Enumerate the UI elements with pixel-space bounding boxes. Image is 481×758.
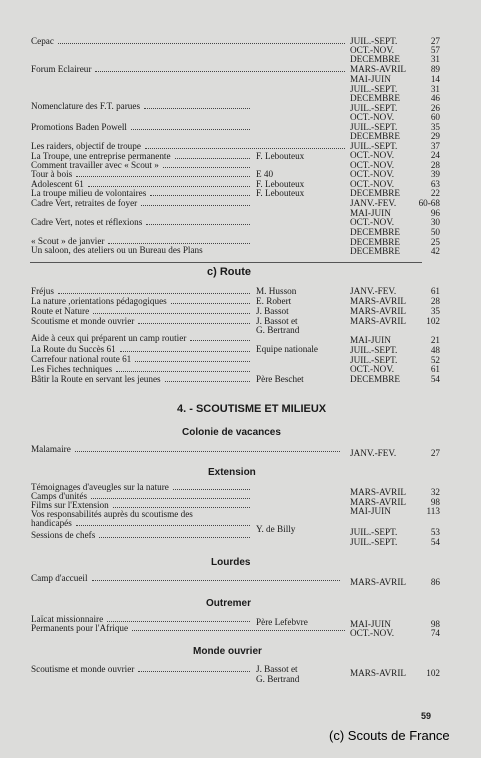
dot-leader bbox=[138, 665, 250, 672]
dot-leader bbox=[138, 317, 250, 324]
entry-period: OCT.-NOV. bbox=[350, 112, 395, 122]
entry-author: Equipe nationale bbox=[256, 344, 318, 354]
entry-page-number: 39 bbox=[430, 169, 440, 179]
entry-author: F. Lebouteux bbox=[256, 179, 305, 189]
entry-period: MAI-JUIN bbox=[350, 506, 391, 516]
dot-leader bbox=[113, 501, 250, 508]
entry-author: J. Bassot et bbox=[256, 664, 298, 674]
entry-page-number: 35 bbox=[430, 122, 440, 132]
entry-title: Comment travailler avec « Scout » bbox=[31, 160, 159, 170]
entry-period: OCT.-NOV. bbox=[350, 217, 395, 227]
entry-page-number: 30 bbox=[430, 217, 440, 227]
entry-title: « Scout » de janvier bbox=[31, 236, 105, 246]
dot-leader bbox=[173, 483, 250, 490]
entry-title: handicapés bbox=[31, 518, 72, 528]
entry-page-number: 27 bbox=[430, 448, 440, 458]
entry-period: JUIL.-SEPT. bbox=[350, 527, 398, 537]
dot-leader bbox=[95, 65, 345, 72]
entry-title: Carrefour national route 61 bbox=[31, 354, 132, 364]
dot-leader bbox=[120, 345, 250, 352]
entry-page-number: 22 bbox=[430, 188, 440, 198]
entry-page-number: 14 bbox=[430, 74, 440, 84]
entry-period: MARS-AVRIL bbox=[350, 487, 406, 497]
entry-title: Route et Nature bbox=[31, 306, 90, 316]
entry-page-number: 98 bbox=[430, 619, 440, 629]
entry-period: DECEMBRE bbox=[350, 227, 401, 237]
entry-page-number: 54 bbox=[430, 374, 440, 384]
entry-author: E 40 bbox=[256, 169, 274, 179]
entry-page-number: 52 bbox=[430, 355, 440, 365]
entry-page-number: 61 bbox=[430, 286, 440, 296]
entry-period: OCT.-NOV. bbox=[350, 179, 395, 189]
entry-page-number: 24 bbox=[430, 150, 440, 160]
entry-period: DECEMBRE bbox=[350, 374, 401, 384]
dot-leader bbox=[99, 531, 250, 538]
entry-page-number: 27 bbox=[430, 36, 440, 46]
subsection-heading: Monde ouvrier bbox=[193, 646, 262, 657]
entry-title: Cadre Vert, notes et réflexions bbox=[31, 217, 143, 227]
entry-title: Adolescent 61 bbox=[31, 179, 84, 189]
dot-leader bbox=[107, 615, 250, 622]
subsection-heading: Extension bbox=[208, 467, 256, 478]
entry-period: JANV.-FEV. bbox=[350, 286, 397, 296]
entry-period: MARS-AVRIL bbox=[350, 316, 406, 326]
dot-leader bbox=[75, 445, 340, 452]
entry-period: JUIL.-SEPT. bbox=[350, 122, 398, 132]
dot-leader bbox=[58, 287, 250, 294]
entry-author: J. Bassot et bbox=[256, 316, 298, 326]
entry-title: La troupe milieu de volontaires bbox=[31, 188, 147, 198]
dot-leader bbox=[58, 37, 345, 44]
dot-leader bbox=[93, 307, 250, 314]
dot-leader bbox=[116, 365, 250, 372]
entry-page-number: 46 bbox=[430, 93, 440, 103]
entry-author: M. Husson bbox=[256, 286, 297, 296]
entry-title: Cepac bbox=[31, 36, 54, 46]
entry-period: MARS-AVRIL bbox=[350, 296, 406, 306]
entry-title: Bâtir la Route en servant les jeunes bbox=[31, 374, 161, 384]
entry-period: MAI-JUIN bbox=[350, 74, 391, 84]
entry-page-number: 57 bbox=[430, 45, 440, 55]
entry-author: F. Lebouteux bbox=[256, 151, 305, 161]
entry-page-number: 31 bbox=[430, 84, 440, 94]
entry-page-number: 102 bbox=[426, 316, 440, 326]
entry-page-number: 102 bbox=[426, 668, 440, 678]
entry-author: Y. de Billy bbox=[256, 524, 296, 534]
subsection-heading: Colonie de vacances bbox=[182, 427, 281, 438]
entry-title: Scoutisme et monde ouvrier bbox=[31, 316, 135, 326]
entry-period: MAI-JUIN bbox=[350, 335, 391, 345]
entry-title: Les raiders, objectif de troupe bbox=[31, 141, 141, 151]
entry-period: OCT.-NOV. bbox=[350, 364, 395, 374]
entry-page-number: 26 bbox=[430, 103, 440, 113]
entry-period: JUIL.-SEPT. bbox=[350, 141, 398, 151]
entry-period: JUIL.-SEPT. bbox=[350, 103, 398, 113]
entry-period: DECEMBRE bbox=[350, 131, 401, 141]
entry-period: JANV.-FEV. bbox=[350, 448, 397, 458]
dot-leader bbox=[132, 624, 345, 631]
entry-period: DECEMBRE bbox=[350, 54, 401, 64]
entry-page-number: 98 bbox=[430, 497, 440, 507]
entry-title: Scoutisme et monde ouvrier bbox=[31, 664, 135, 674]
dot-leader bbox=[146, 218, 250, 225]
entry-period: JUIL.-SEPT. bbox=[350, 345, 398, 355]
entry-page-number: 35 bbox=[430, 306, 440, 316]
entry-period: JUIL.-SEPT. bbox=[350, 36, 398, 46]
dot-leader bbox=[131, 123, 250, 130]
entry-period: OCT.-NOV. bbox=[350, 628, 395, 638]
entry-period: DECEMBRE bbox=[350, 237, 401, 247]
entry-page-number: 31 bbox=[430, 54, 440, 64]
entry-period: MARS-AVRIL bbox=[350, 306, 406, 316]
entry-title: Camp d'accueil bbox=[31, 573, 88, 583]
dot-leader bbox=[145, 142, 345, 149]
dot-leader bbox=[150, 189, 250, 196]
entry-period: MARS-AVRIL bbox=[350, 64, 406, 74]
entry-page-number: 89 bbox=[430, 64, 440, 74]
entry-period: JUIL.-SEPT. bbox=[350, 84, 398, 94]
entry-title: Un saloon, des ateliers ou un Bureau des Plans bbox=[31, 245, 203, 255]
subsection-heading: Lourdes bbox=[211, 557, 251, 568]
entry-period: DECEMBRE bbox=[350, 188, 401, 198]
entry-period: MARS-AVRIL bbox=[350, 668, 406, 678]
entry-title: Cadre Vert, retraites de foyer bbox=[31, 198, 138, 208]
entry-title: Forum Eclaireur bbox=[31, 64, 92, 74]
entry-period: OCT.-NOV. bbox=[350, 45, 395, 55]
entry-page-number: 61 bbox=[430, 364, 440, 374]
entry-title: Vos responsabilités auprès du scoutisme des bbox=[31, 509, 193, 519]
entry-period: OCT.-NOV. bbox=[350, 160, 395, 170]
entry-author: E. Robert bbox=[256, 296, 292, 306]
entry-title: Permanents pour l'Afrique bbox=[31, 623, 129, 633]
entry-author: F. Lebouteux bbox=[256, 188, 305, 198]
entry-page-number: 86 bbox=[430, 577, 440, 587]
dot-leader bbox=[135, 355, 250, 362]
dot-leader bbox=[76, 519, 250, 526]
entry-title: Films sur l'Extension bbox=[31, 500, 109, 510]
entry-page-number: 28 bbox=[430, 160, 440, 170]
entry-page-number: 60-68 bbox=[418, 198, 440, 208]
dot-leader bbox=[165, 375, 250, 382]
entry-page-number: 32 bbox=[430, 487, 440, 497]
entry-period: JUIL.-SEPT. bbox=[350, 355, 398, 365]
entry-page-number: 29 bbox=[430, 131, 440, 141]
dot-leader bbox=[190, 334, 250, 341]
entry-title: Laïcat missionnaire bbox=[31, 614, 104, 624]
entry-page-number: 54 bbox=[430, 537, 440, 547]
entry-page-number: 21 bbox=[430, 335, 440, 345]
dot-leader bbox=[108, 237, 250, 244]
entry-period: OCT.-NOV. bbox=[350, 150, 395, 160]
dot-leader bbox=[88, 180, 250, 187]
dot-leader bbox=[144, 102, 250, 109]
dot-leader bbox=[92, 574, 340, 581]
section-heading: c) Route bbox=[207, 266, 251, 278]
entry-period: MARS-AVRIL bbox=[350, 577, 406, 587]
entry-page-number: 74 bbox=[430, 628, 440, 638]
entry-period: OCT.-NOV. bbox=[350, 169, 395, 179]
entry-page-number: 42 bbox=[430, 246, 440, 256]
dot-leader bbox=[163, 161, 250, 168]
entry-title: Sessions de chefs bbox=[31, 530, 96, 540]
entry-author: G. Bertrand bbox=[256, 325, 300, 335]
entry-page-number: 96 bbox=[430, 208, 440, 218]
page-number: 59 bbox=[421, 711, 432, 721]
dot-leader bbox=[175, 152, 250, 159]
entry-page-number: 37 bbox=[430, 141, 440, 151]
entry-page-number: 28 bbox=[430, 296, 440, 306]
entry-page-number: 63 bbox=[430, 179, 440, 189]
entry-author: Père Lefebvre bbox=[256, 617, 308, 627]
entry-period: MAI-JUIN bbox=[350, 208, 391, 218]
dot-leader bbox=[171, 297, 250, 304]
entry-period: DECEMBRE bbox=[350, 246, 401, 256]
dot-leader bbox=[91, 492, 250, 499]
entry-title: Témoignages d'aveugles sur la nature bbox=[31, 482, 169, 492]
entry-title: La Troupe, une entreprise permanente bbox=[31, 151, 171, 161]
entry-author: G. Bertrand bbox=[256, 674, 300, 684]
watermark-text: (c) Scouts de France bbox=[329, 728, 450, 743]
entry-title: Tour à bois bbox=[31, 169, 73, 179]
dot-leader bbox=[76, 170, 250, 177]
subsection-heading: Outremer bbox=[206, 598, 252, 609]
entry-title: Malamaire bbox=[31, 444, 71, 454]
entry-title: La nature ,orientations pédagogiques bbox=[31, 296, 167, 306]
entry-period: JUIL.-SEPT. bbox=[350, 537, 398, 547]
entry-period: DECEMBRE bbox=[350, 93, 401, 103]
entry-author: J. Bassot bbox=[256, 306, 289, 316]
entry-title: La Route du Succès 61 bbox=[31, 344, 116, 354]
entry-page-number: 48 bbox=[430, 345, 440, 355]
entry-page-number: 60 bbox=[430, 112, 440, 122]
section-title: 4. - SCOUTISME ET MILIEUX bbox=[177, 403, 327, 415]
entry-page-number: 25 bbox=[430, 237, 440, 247]
entry-title: Camps d'unités bbox=[31, 491, 88, 501]
entry-period: MAI-JUIN bbox=[350, 619, 391, 629]
entry-page-number: 53 bbox=[430, 527, 440, 537]
entry-title: Aide à ceux qui préparent un camp routier bbox=[31, 333, 187, 343]
section-divider bbox=[30, 262, 422, 263]
dot-leader bbox=[141, 199, 250, 206]
entry-page-number: 113 bbox=[426, 506, 440, 516]
entry-title: Promotions Baden Powell bbox=[31, 122, 127, 132]
entry-title: Les Fiches techniques bbox=[31, 364, 113, 374]
entry-period: MARS-AVRIL bbox=[350, 497, 406, 507]
entry-period: JANV.-FEV. bbox=[350, 198, 397, 208]
entry-title: Nomenclature des F.T. parues bbox=[31, 101, 141, 111]
entry-page-number: 50 bbox=[430, 227, 440, 237]
entry-title: Fréjus bbox=[31, 286, 54, 296]
entry-author: Père Beschet bbox=[256, 374, 304, 384]
